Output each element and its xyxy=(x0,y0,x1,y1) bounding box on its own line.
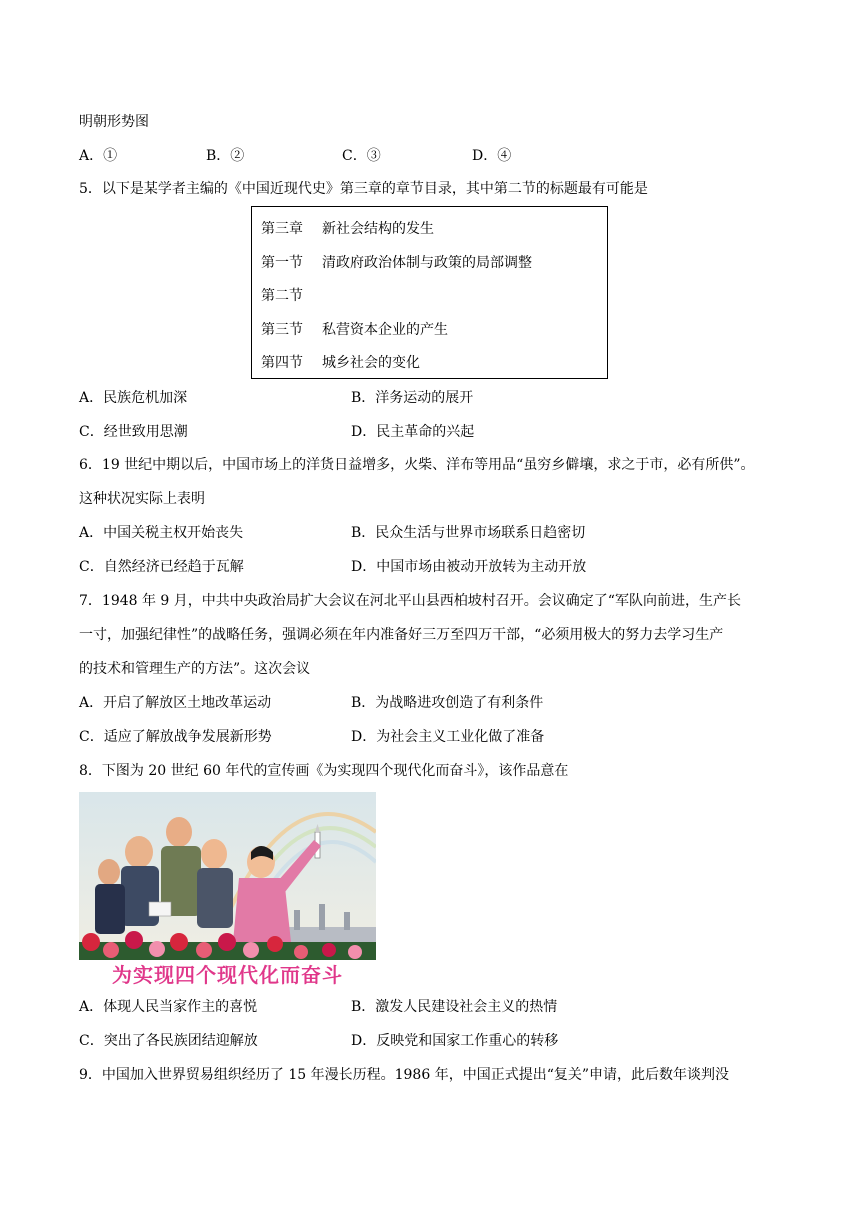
q5-option-c: C．经世致用思潮 xyxy=(79,424,188,440)
toc-row xyxy=(261,320,448,340)
propaganda-poster-image xyxy=(79,792,376,987)
q5-stem: 5．以下是某学者主编的《中国近现代史》第三章的章节目录，其中第二节的标题最有可能是 xyxy=(79,181,648,197)
toc-label: 第四节 xyxy=(261,355,303,371)
q8-option-d: D．反映党和国家工作重心的转移 xyxy=(351,1033,559,1049)
q7-stem-line2: 一寸，加强纪律性”的战略任务，强调必须在年内准备好三万至四万干部，“必须用极大的努力去学习生产 xyxy=(79,627,724,643)
toc-title: 城乡社会的变化 xyxy=(322,355,420,371)
q8-stem: 8．下图为 20 世纪 60 年代的宣传画《为实现四个现代化而奋斗》，该作品意在 xyxy=(79,763,569,779)
toc-row xyxy=(261,353,420,373)
q6-option-a: A．中国关税主权开始丧失 xyxy=(79,525,244,541)
q7-stem-line3: 的技术和管理生产的方法”。这次会议 xyxy=(79,661,311,677)
q6-stem-line1: 6．19 世纪中期以后，中国市场上的洋货日益增多，火柴、洋布等用品“虽穷乡僻壤，求之于市，必有所供”。 xyxy=(79,457,755,473)
q6-option-d: D．中国市场由被动开放转为主动开放 xyxy=(351,559,587,575)
toc-label: 第一节 xyxy=(261,255,303,271)
toc-label: 第二节 xyxy=(261,288,303,304)
toc-title: 私营资本企业的产生 xyxy=(322,322,448,338)
q4-option-c: C．③ xyxy=(342,148,381,164)
map-caption: 明朝形势图 xyxy=(79,114,149,130)
poster-caption: 为实现四个现代化而奋斗 xyxy=(112,963,343,987)
q7-option-d: D．为社会主义工业化做了准备 xyxy=(351,729,545,745)
toc-title: 新社会结构的发生 xyxy=(322,221,434,237)
toc-title: 清政府政治体制与政策的局部调整 xyxy=(322,255,532,271)
q7-option-c: C．适应了解放战争发展新形势 xyxy=(79,729,272,745)
toc-label: 第三节 xyxy=(261,322,303,338)
q6-option-c: C．自然经济已经趋于瓦解 xyxy=(79,559,244,575)
q9-stem-line1: 9．中国加入世界贸易组织经历了 15 年漫长历程。1986 年，中国正式提出“复关”申请，此后数年谈判没 xyxy=(79,1067,730,1083)
q6-option-b: B．民众生活与世界市场联系日趋密切 xyxy=(351,525,586,541)
q6-stem-line2: 这种状况实际上表明 xyxy=(79,491,205,507)
toc-label: 第三章 xyxy=(261,221,303,237)
q5-option-b: B．洋务运动的展开 xyxy=(351,390,474,406)
q4-option-a: A．① xyxy=(79,148,118,164)
q4-option-b: B．② xyxy=(206,148,245,164)
q8-option-b: B．激发人民建设社会主义的热情 xyxy=(351,999,558,1015)
q5-option-a: A．民族危机加深 xyxy=(79,390,188,406)
toc-row xyxy=(261,253,532,273)
q7-option-b: B．为战略进攻创造了有利条件 xyxy=(351,695,544,711)
q8-option-a: A．体现人民当家作主的喜悦 xyxy=(79,999,258,1015)
q4-option-d: D．④ xyxy=(472,148,512,164)
toc-row xyxy=(261,219,434,239)
toc-row xyxy=(261,286,322,306)
q5-option-d: D．民主革命的兴起 xyxy=(351,424,475,440)
q7-option-a: A．开启了解放区土地改革运动 xyxy=(79,695,272,711)
chapter-toc-box xyxy=(251,206,608,379)
poster-illustration xyxy=(79,792,376,987)
q8-option-c: C．突出了各民族团结迎解放 xyxy=(79,1033,258,1049)
q7-stem-line1: 7．1948 年 9 月，中共中央政治局扩大会议在河北平山县西柏坡村召开。会议确定了“军队向前进，生产长 xyxy=(79,593,741,609)
